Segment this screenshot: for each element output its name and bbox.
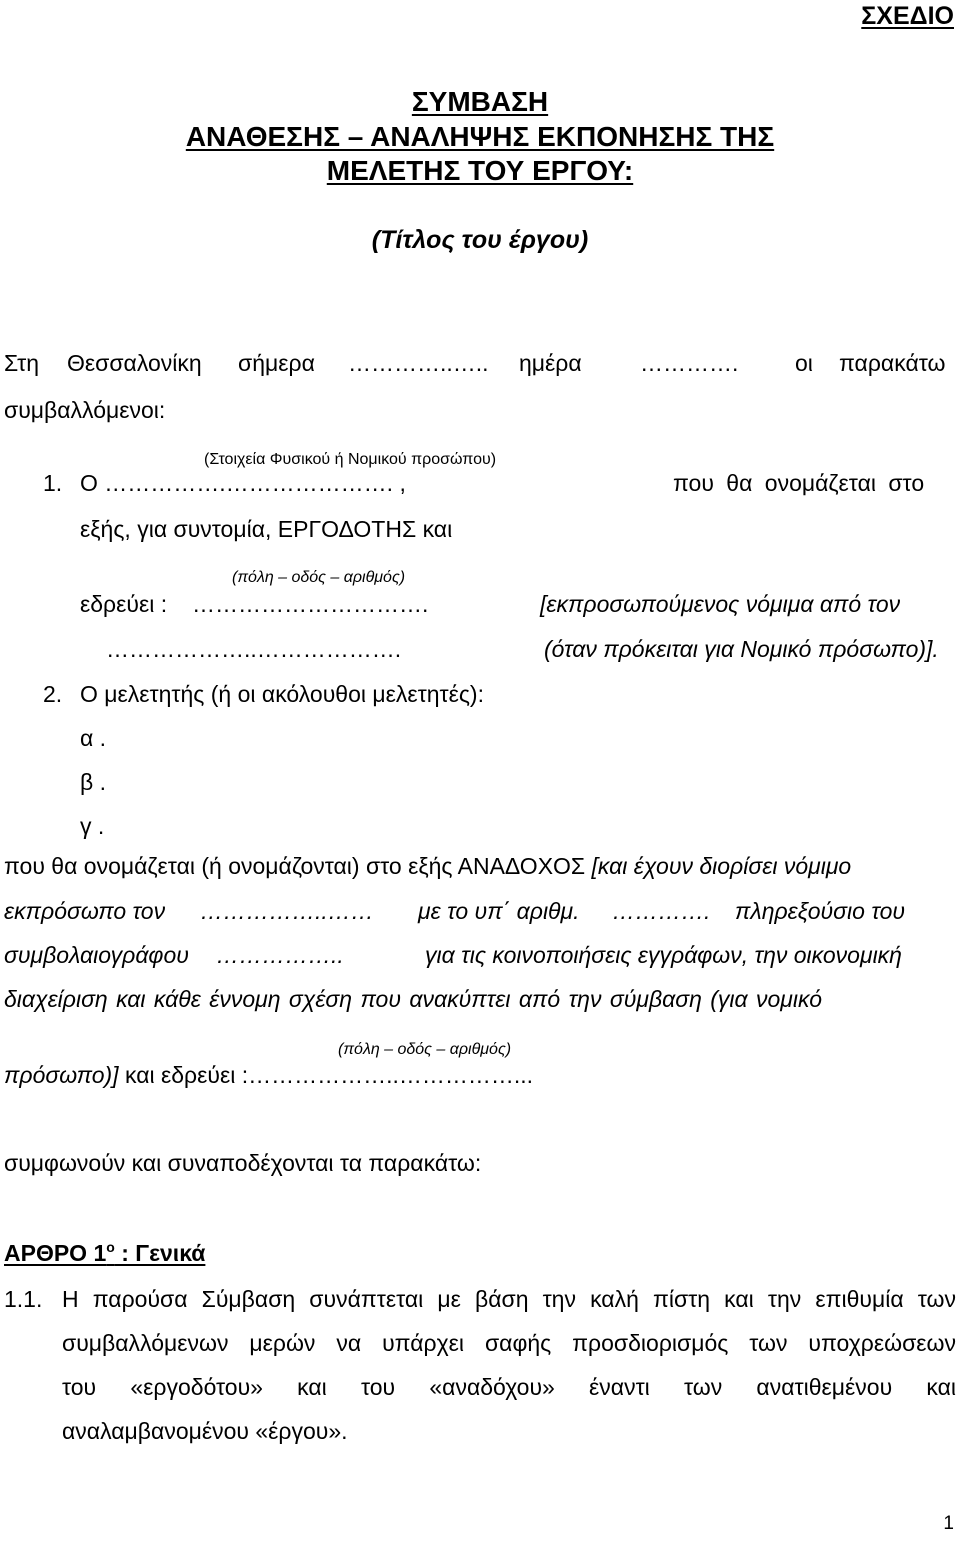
party2-line2-a: εκπρόσωπο τον [4, 898, 166, 924]
party1-rep-dots: ………………..………………. [106, 636, 402, 662]
party2-item-c: γ . [80, 813, 105, 839]
party1-representation: [εκπροσωπούμενος νόμιμα από τον [540, 591, 901, 617]
party2-line4: διαχείριση και κάθε έννομη σχέση που ανακύπτει από την σύμβαση (για νομικό [4, 986, 823, 1012]
party1-seat-label: εδρεύει : [80, 591, 168, 617]
party2-line2-dots2: …………. [612, 898, 711, 924]
party2-line5-italic: πρόσωπο)] [4, 1062, 119, 1088]
party2-line2-dots: ……………..…… [200, 898, 374, 924]
clause-line1: Η παρούσα Σύμβαση συνάπτεται με βάση την καλή πίστη και την επιθυμία των [62, 1286, 956, 1312]
document-title: ΣΥΜΒΑΣΗ [411, 86, 549, 117]
party2-line3-b: για τις κοινοποιήσεις εγγράφων, την οικονομική [425, 942, 902, 968]
party2-line1 [4, 855, 851, 878]
party2-line3-dots: …………….. [216, 942, 344, 968]
party2-line2-b: με το υπ΄ αριθμ. [418, 898, 580, 924]
document-title-line2: ΑΝΑΘΕΣΗΣ – ΑΝΑΛΗΨΗΣ ΕΚΠΟΝΗΣΗΣ ΤΗΣ [185, 121, 775, 152]
party2-line5 [4, 1064, 533, 1087]
party2-line1-normal: που θα ονομάζεται (ή ονομάζονται) στο εξής ΑΝΑΔΟΧΟΣ [4, 853, 586, 879]
party1-number: 1. [43, 470, 63, 496]
party1-hint: (Στοιχεία Φυσικού ή Νομικού προσώπου) [204, 451, 497, 468]
day-dots: …………. [640, 350, 739, 376]
party2-line3-a: συμβολαιογράφου [4, 942, 189, 968]
date-dots: …………..….. [348, 350, 489, 376]
intro-w6: παρακάτω [839, 350, 946, 376]
party2-line5-normal: και εδρεύει :………………..……………... [124, 1062, 534, 1088]
agreement-line: συμφωνούν και συναποδέχονται τα παρακάτω: [4, 1150, 482, 1176]
article1-heading-sup: ο [106, 1239, 115, 1255]
party2-address-hint: (πόλη – οδός – αριθμός) [338, 1041, 512, 1058]
party2-line2-c: πληρεξούσιο του [735, 898, 906, 924]
clause-line4: αναλαμβανομένου «έργου». [62, 1418, 348, 1444]
intro-w3: σήμερα [238, 350, 315, 376]
clause-number: 1.1. [4, 1286, 43, 1312]
party1-seat-dots: …………………………. [192, 591, 429, 617]
article1-heading [4, 1239, 206, 1266]
party1-address-hint: (πόλη – οδός – αριθμός) [232, 569, 406, 586]
clause-line3: του «εργοδότου» και του «αναδόχου» έναντι των ανατιθεμένου και [62, 1374, 956, 1400]
clause-line2: συμβαλλόμενων μερών να υπάρχει σαφής προσδιορισμός των υποχρεώσεων [62, 1330, 956, 1356]
intro-w4: ημέρα [519, 350, 582, 376]
article1-heading-suffix: : Γενικά [114, 1240, 206, 1266]
party2-item-b: β . [80, 769, 107, 795]
article1-heading-prefix: ΑΡΘΡΟ 1 [4, 1240, 107, 1266]
intro-w2: Θεσσαλονίκη [67, 350, 202, 376]
party2-number: 2. [43, 681, 63, 707]
document-title-line3: ΜΕΛΕΤΗΣ ΤΟΥ ΕΡΓΟΥ: [326, 155, 634, 186]
draft-label: ΣΧΕΔΙΟ [861, 2, 954, 30]
party2-item-a: α . [80, 725, 107, 751]
party1-start: Ο …………….…………………. , [80, 470, 406, 496]
party2-text: Ο μελετητής (ή οι ακόλουθοι μελετητές): [80, 681, 484, 707]
party1-legal-note: (όταν πρόκειται για Νομικό πρόσωπο)]. [544, 636, 939, 662]
intro-w5: οι [795, 350, 813, 376]
party2-line1-italic: [και έχουν διορίσει νόμιμο [591, 853, 852, 879]
intro-line2: συμβαλλόμενοι: [4, 397, 166, 423]
party1-line2: εξής, για συντομία, ΕΡΓΟΔΟΤΗΣ και [80, 516, 453, 542]
intro-w1: Στη [4, 350, 39, 376]
party1-end: που θα ονομάζεται στο [673, 470, 925, 496]
page-number: 1 [943, 1513, 954, 1534]
project-title-placeholder: (Τίτλος του έργου) [371, 226, 589, 254]
